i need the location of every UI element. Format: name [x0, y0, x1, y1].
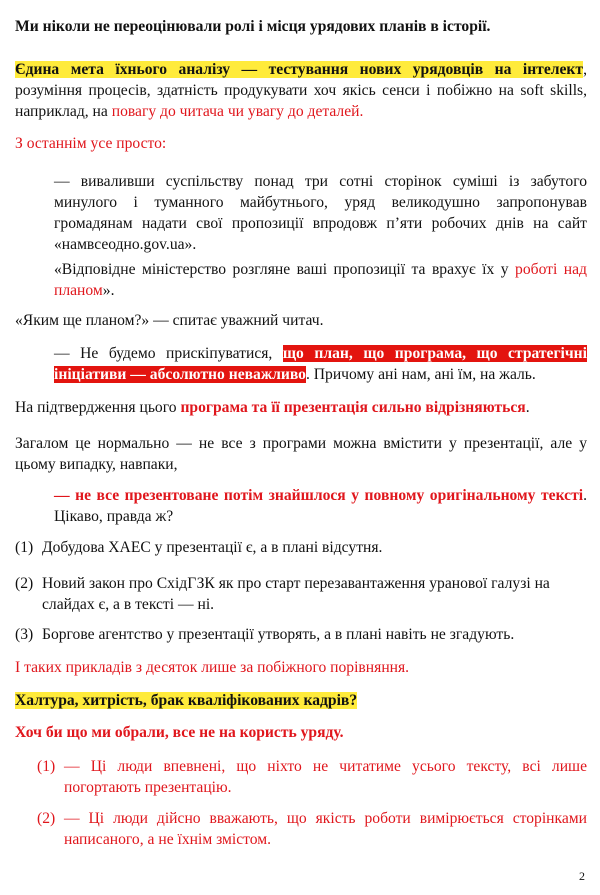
red-paragraph-simple: З останнім усе просто: [15, 135, 167, 152]
paragraph-analysis-goal [15, 59, 587, 122]
red-bold-conclusion: Хоч би що ми обрали, все не на користь уряду. [15, 724, 344, 741]
quote-block-2 [15, 259, 587, 301]
quote-text: «Відповідне міністерство розгляне ваші пропозиції та врахує їх у [54, 261, 516, 278]
red-highlight-text: що план, що програма, що стратегічні ініціативи — абсолютно неважливо [54, 345, 587, 383]
quote-end: ». [102, 282, 115, 299]
paragraph-reader-question: «Яким ще планом?» — спитає уважний читач. [15, 312, 324, 329]
quote-end: . Цікаво, правда ж? [54, 487, 587, 525]
red-bold-text: — не все презентоване потім знайшлося у повному оригінальному тексті [54, 487, 584, 504]
quote-block-1: — виваливши суспільству понад три сотні сторінок суміші із забутого минулого і туманного майбутнього, уряд великодушно запропонував громадянам надати свої пропозиції впродовж п’яти робочих днів на сайт «намвсеодно.gov.ua». [54, 173, 587, 253]
list-number: (3) [15, 626, 34, 643]
list-text: — Ці люди впевнені, що ніхто не читатиме усього тексту, всі лише погортають презентацію. [64, 758, 587, 796]
intro-heading: Ми ніколи не переоцінювали ролі і місця урядових планів в історії. [15, 18, 491, 35]
red-bold-text: програма та її презентація сильно відрізняються [180, 399, 526, 416]
list-item [15, 537, 587, 558]
page-number: 2 [579, 869, 585, 883]
list-text: — Ці люди дійсно вважають, що якість роботи вимірюється сторінками написаного, а не їхнім змістом. [64, 810, 587, 848]
yellow-highlight-text: Халтура, хитрість, брак кваліфікованих кадрів? [15, 692, 358, 709]
list-item [15, 624, 587, 645]
quote-text: — Не будемо прискіпуватися, [54, 345, 283, 362]
list-number: (1) [37, 758, 56, 775]
list-number: (1) [15, 539, 34, 556]
quote-end: . Причому ані нам, ані їм, на жаль. [305, 366, 536, 383]
quote-block-3 [15, 343, 587, 385]
highlighted-question [15, 690, 587, 711]
list-item [15, 756, 587, 798]
list-item [15, 573, 587, 615]
paragraph-text: На підтвердження цього [15, 399, 181, 416]
yellow-highlight-text: Єдина мета їхнього аналізу — тестування нових урядовців на інтелект [15, 61, 584, 78]
paragraph-text: , розуміння процесів, здатність продукувати хоч якісь сенси і побіжно на soft skills, наприклад, на [15, 61, 587, 120]
quote-block-4 [15, 485, 587, 527]
list-number: (2) [15, 575, 34, 592]
list-text: Боргове агентство у презентації утворять, а в плані навіть не згадують. [42, 626, 515, 643]
paragraph-end: . [525, 399, 530, 416]
red-paragraph-examples: І таких прикладів з десяток лише за побіжного порівняння. [15, 659, 410, 676]
paragraph-normal: Загалом це нормально — не все з програми можна вмістити у презентації, але у цьому випадку, навпаки, [15, 435, 587, 473]
list-item [15, 808, 587, 850]
red-text: роботі над планом [54, 261, 587, 299]
list-number: (2) [37, 810, 56, 827]
list-text: Добудова ХАЕС у презентації є, а в плані відсутня. [42, 539, 383, 556]
paragraph-confirmation [15, 397, 587, 418]
red-text: повагу до читача чи увагу до деталей. [111, 103, 364, 120]
list-text: Новий закон про СхідГЗК як про старт перезавантаження уранової галузі на слайдах є, а в тексті — ні. [42, 575, 550, 613]
